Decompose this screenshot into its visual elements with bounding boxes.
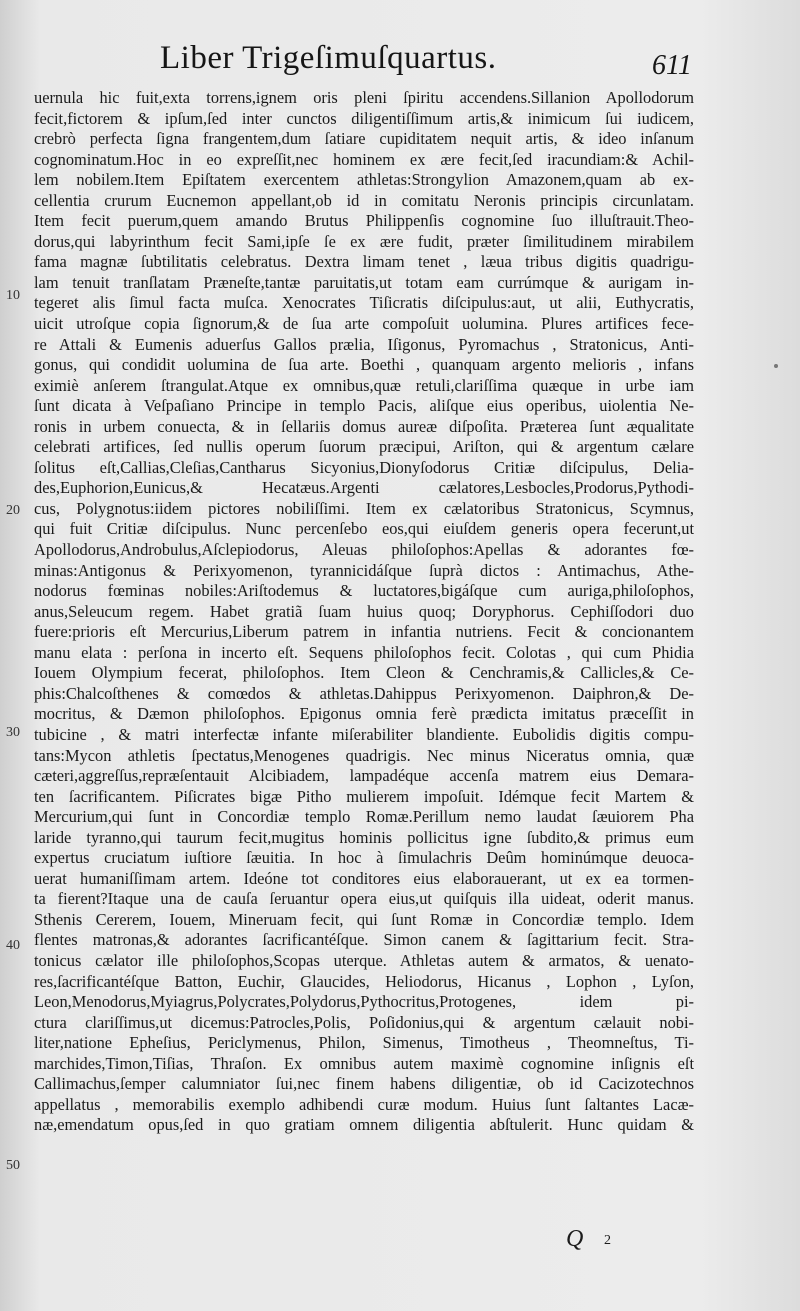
text-line: minas:Antigonus & Perixyomenon, tyrannicidáſque ſuprà dictos : Antimachus, Athe- [34,560,694,580]
text-line: eximiè anſerem ſtrangulat.Atque ex omnibus,quæ retuli,clariſſima quæque in urbe iam [34,375,694,395]
text-line: appellatus , memorabilis exemplo adhibendi curæ modum. Huius ſunt ſaltantes Lacæ- [34,1094,694,1114]
text-line: qui fuit Critiæ diſcipulus. Nunc percenſebo eos,qui eiuſdem generis opera fecerunt,ut [34,519,694,539]
text-line: cus, Polygnotus:iidem pictores nobiliſſimi. Item ex cælatoribus Stratonicus, Scymnus, [34,498,694,518]
text-line: nodorus fœminas nobiles:Ariſtodemus & luctatores,bigáſque cum auriga,philoſophos, [34,581,694,601]
text-line: uernula hic fuit,exta torrens,ignem oris pleni ſpiritu accendens.Sillanion Apollodorum [34,88,694,107]
signature-letter: Q [566,1226,584,1252]
text-line: res,ſacrificantéſque Batton, Euchir, Glaucides, Heliodorus, Hicanus , Lophon , Lyſon, [34,971,694,991]
text-line: dorus,qui labyrinthum fecit Sami,ipſe ſe ex ære fudit, præter ſimilitudinem mirabilem [34,231,694,251]
signature-number: 2 [604,1233,611,1248]
text-line: tans:Mycon athletis ſpectatus,Menogenes quadrigis. Nec minus Niceratus omnia, quæ [34,745,694,765]
text-line: Callimachus,ſemper calumniator ſui,nec finem habens diligentiæ, ob id Cacizotechnos [34,1074,694,1094]
margin-line-number: 30 [6,725,20,740]
text-line: tubicine , & matri interfectæ infante miſerabiliter blandiente. Eubolidis digitis compu- [34,724,694,744]
text-line: ſolitus eſt,Callias,Cleſias,Cantharus Sicyonius,Dionyſodorus Critiæ diſcipulus, Delia- [34,457,694,477]
text-line: crebrò perfecta ſigna frangentem,dum ſatiare cupiditatem nequit artis, & ideo inſanum [34,129,694,149]
text-line: fuere:prioris eſt Mercurius,Liberum patrem in infantia nutriens. Fecit & concionantem [34,622,694,642]
text-line: manu elata : perſona in incerto eſt. Sequens philoſophos fecit. Colotas , qui cum Phidia [34,642,694,662]
text-line: Apollodorus,Androbulus,Aſclepiodorus, Aleuas philoſophos:Apellas & adorantes fœ- [34,540,694,560]
text-line: fama magnæ ſubtilitatis celebratus. Dextra limam tenet , læua tribus digitis quadrigu- [34,252,694,272]
text-line: gonus, qui condidit uolumina de ſua arte. Boethi , quanquam argento melioris , infans [34,355,694,375]
text-line: laride tyranno,qui taurum fecit,mugitus hominis pollicitus igne ſubdito,& primus eum [34,827,694,847]
text-line: Mercurium,qui ſunt in Concordiæ templo Romæ.Perillum nemo laudat ſæuiorem Pha [34,807,694,827]
text-line: Sthenis Cererem, Iouem, Mineruam fecit, qui ſunt Romæ in Concordiæ templo. Idem [34,909,694,929]
text-line: celebrati artifices, ſed nullis operum ſuorum præcipui, Ariſton, qui & argentum cælare [34,437,694,457]
text-line: uerat humaniſſimam artem. Ideóne tot conditores eius elaborauerant, ut ex ea tormen- [34,868,694,888]
page-number: 611 [652,50,692,81]
margin-line-number: 20 [6,503,20,518]
text-line: uicit utroſque copia ſignorum,& de ſua arte compoſuit uolumina. Plures artifices fece- [34,314,694,334]
text-line: flentes matronas,& adorantes ſacrificantéſque. Simon canem & ſagittarium fecit. Stra- [34,930,694,950]
running-title: Liber Trigeſimuſquartus. [160,40,497,76]
text-line: tonicus cælator ille philoſophos,Scopas uterque. Athletas autem & armatos, & uenato- [34,950,694,970]
margin-line-number: 40 [6,938,20,953]
text-line: cellentia crurum Eucnemon appellant,ob id in comitatu Neronis principis circunlatam. [34,190,694,210]
text-line: mocritus, & Dæmon philoſophos. Epigonus omnia ferè prædicta imitatus præceſſit in [34,704,694,724]
text-line: Leon,Menodorus,Myiagrus,Polycrates,Polydorus,Pythocritus,Protogenes, idem pi- [34,992,694,1012]
text-line: lem nobilem.Item Epiſtatem exercentem athletas:Strongylion Amazonem,quam ab ex- [34,170,694,190]
text-line: lam tenuit tranſlatam Præneſte,tantæ paruitatis,ut totam eam currúmque & aurigam in- [34,272,694,292]
text-line: marchides,Timon,Tiſias, Thraſon. Ex omnibus autem maximè cognomine inſignis eſt [34,1053,694,1073]
text-line: Iouem Olympium fecerat, philoſophos. Item Cleon & Cenchramis,& Callicles,& Ce- [34,663,694,683]
main-text-block [34,88,694,1136]
text-line: ctura clariſſimus,ut dicemus:Patrocles,Polis, Poſidonius,qui & argentum cælauit nobi- [34,1012,694,1032]
text-line: Item fecit puerum,quem amando Brutus Philippenſis cognomine ſuo illuſtrauit.Theo- [34,211,694,231]
text-line: phis:Chalcoſthenes & comœdos & athletas.Dahippus Perixyomenon. Daiphron,& De- [34,683,694,703]
text-line: ſunt dicata à Veſpaſiano Principe in templo Pacis, aliſque eius operibus, uiolentia Ne- [34,396,694,416]
text-line: tegeret alis ſimul facta muſca. Xenocrates Tiſicratis diſcipulus:aut, ut alii, Euthycratis, [34,293,694,313]
text-line: expertus cruciatum iuſtiore ſæuitia. In hoc à ſimulachris Deûm hominúmque deuoca- [34,848,694,868]
text-line: ronis in urbem conuecta, & in ſellariis domus aureæ diſpoſita. Præterea ſunt æqualitate [34,416,694,436]
text-line: liter,natione Epheſius, Periclymenus, Philon, Simenus, Timotheus , Theomneſtus, Ti- [34,1033,694,1053]
text-line: fecit,fictorem & ipſum,ſed inter cunctos diligentiſſimum artis,& inimicum ſui iudicem, [34,108,694,128]
text-line: næ,emendatum opus,ſed in quo gratiam omnem diligentia abſtulerit. Hunc quidam & [34,1115,694,1135]
text-line: anus,Seleucum regem. Habet gratiã ſuam huius quoq; Doryphorus. Cephiſſodori duo [34,601,694,621]
text-line: re Attali & Eumenis aduerſus Gallos prælia, Iſigonus, Pyromachus , Stratonicus, Anti- [34,334,694,354]
text-line: des,Euphorion,Eunicus,& Hecatæus.Argenti cælatores,Lesbocles,Prodorus,Pythodi- [34,478,694,498]
text-line: cognominatum.Hoc in eo expreſſit,nec hominem ex ære fecit,ſed iracundiam:& Achil- [34,149,694,169]
text-line: ten ſacrificantem. Piſicrates bigæ Pitho mulierem impoſuit. Idémque fecit Martem & [34,786,694,806]
margin-line-number: 50 [6,1158,20,1173]
ink-speck [774,364,778,368]
text-line: ta fierent?Itaque una de cauſa ſeruantur opera eius,ut quiſquis illa uideat, oderit manus. [34,889,694,909]
text-line: cæteri,aggreſſus,repræſentauit Alcibiadem, lampadéque accenſa matrem eius Demara- [34,766,694,786]
margin-line-number: 10 [6,288,20,303]
